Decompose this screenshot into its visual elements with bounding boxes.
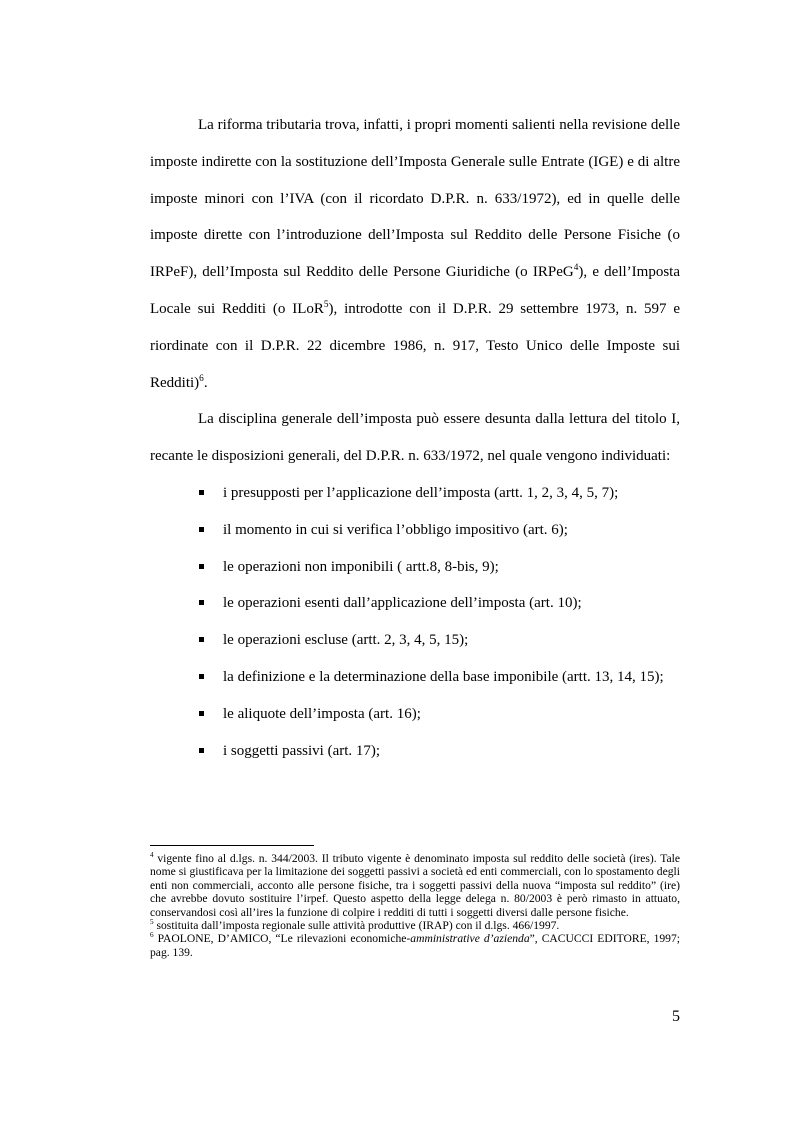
- footnote-text: ”, CACUCCI EDITORE, 1997; pag. 139.: [150, 932, 680, 959]
- square-bullet-icon: [199, 490, 204, 495]
- footnote-text: PAOLONE, D’AMICO, “Le rilevazioni economiche-: [153, 932, 411, 946]
- footnote-italic-title: amministrative d’azienda: [410, 932, 530, 946]
- list-item-text: le operazioni esenti dall’applicazione dell’imposta (art. 10);: [223, 595, 582, 612]
- list-item: [150, 622, 680, 659]
- footnote-number: 4: [150, 851, 154, 860]
- paragraph-text: La riforma tributaria trova, infatti, i propri momenti salienti nella revisione delle imposte indirette con la sostituzione dell’Imposta Generale sulle Entrate (IGE) e di altre imposte minori con l’IVA (con il ricordato D.P.R. n. 633/1972), ed in quelle delle imposte dirette con l’introduzione dell’Imposta sul Reddito delle Persone Fisiche (o IRPeF), dell’Imposta sul Reddito delle Persone Giuridiche (o IRPeG: [150, 117, 680, 281]
- provisions-list: [150, 475, 680, 769]
- paragraph-text: .: [203, 374, 208, 391]
- footnotes: [150, 852, 680, 959]
- page-number: 5: [672, 1008, 680, 1025]
- square-bullet-icon: [199, 711, 204, 716]
- footnote-6: [150, 932, 680, 959]
- list-item: [150, 659, 680, 696]
- list-item-text: la definizione e la determinazione della base imponibile (artt. 13, 14, 15);: [223, 668, 664, 685]
- square-bullet-icon: [199, 564, 204, 569]
- footnote-4: [150, 852, 680, 919]
- list-item: [150, 585, 680, 622]
- footnote-ref-5[interactable]: 5: [323, 299, 329, 310]
- footnote-text: vigente fino al d.lgs. n. 344/2003. Il tributo vigente è denominato imposta sul reddito delle società (ires). Tale nome si giustificava per la limitazione dei soggetti passivi a società ed enti commerciali, con lo spostamento degli enti non commerciali, acconto alle persone fisiche, tra i soggetti passivi della nuova “imposta sul reddito” (ire) che avrebbe dovuto sostituire l’irpef. Questo aspetto della legge delega n. 80/2003 è però rimasto in attuato, conservandosi così all’ires la funzione di colpire i redditi di tutti i soggetti diversi dalle persone fisiche.: [150, 852, 680, 919]
- list-item-text: i presupposti per l’applicazione dell’imposta (artt. 1, 2, 3, 4, 5, 7);: [223, 484, 619, 501]
- list-item: [150, 512, 680, 549]
- list-item: [150, 549, 680, 586]
- square-bullet-icon: [199, 637, 204, 642]
- paragraph-disciplina-generale: La disciplina generale dell’imposta può essere desunta dalla lettura del titolo I, recante le disposizioni generali, del D.P.R. n. 633/1972, nel quale vengono individuati:: [150, 411, 680, 465]
- body-text: [150, 107, 680, 769]
- list-item: [150, 696, 680, 733]
- square-bullet-icon: [199, 600, 204, 605]
- footnote-ref-6[interactable]: 6: [199, 373, 204, 384]
- square-bullet-icon: [199, 527, 204, 532]
- paragraph-riforma-tributaria: [150, 107, 680, 401]
- list-item-text: le aliquote dell’imposta (art. 16);: [223, 705, 421, 722]
- footnote-number: 5: [150, 918, 154, 927]
- footnote-text: sostituita dall’imposta regionale sulle attività produttive (IRAP) con il d.lgs. 466/1997.: [153, 919, 560, 933]
- list-item: [150, 733, 680, 770]
- list-item-text: le operazioni non imponibili ( artt.8, 8-bis, 9);: [223, 558, 499, 575]
- paragraph-text: ), e dell’Imposta Locale sui Redditi (o ILoR: [150, 264, 680, 317]
- list-item-text: le operazioni escluse (artt. 2, 3, 4, 5, 15);: [223, 632, 469, 649]
- list-item: [150, 475, 680, 512]
- footnote-separator: [150, 845, 314, 846]
- list-item-text: il momento in cui si verifica l’obbligo impositivo (art. 6);: [223, 521, 568, 538]
- square-bullet-icon: [199, 748, 204, 753]
- footnote-5: [150, 919, 680, 932]
- footnote-number: 6: [150, 931, 154, 940]
- footnote-ref-4[interactable]: 4: [573, 263, 579, 274]
- square-bullet-icon: [199, 674, 204, 679]
- list-item-text: i soggetti passivi (art. 17);: [223, 742, 381, 759]
- paragraph-text: ), introdotte con il D.P.R. 29 settembre 1973, n. 597 e riordinate con il D.P.R. 22 dicembre 1986, n. 917, Testo Unico delle Imposte sui Redditi): [150, 300, 680, 391]
